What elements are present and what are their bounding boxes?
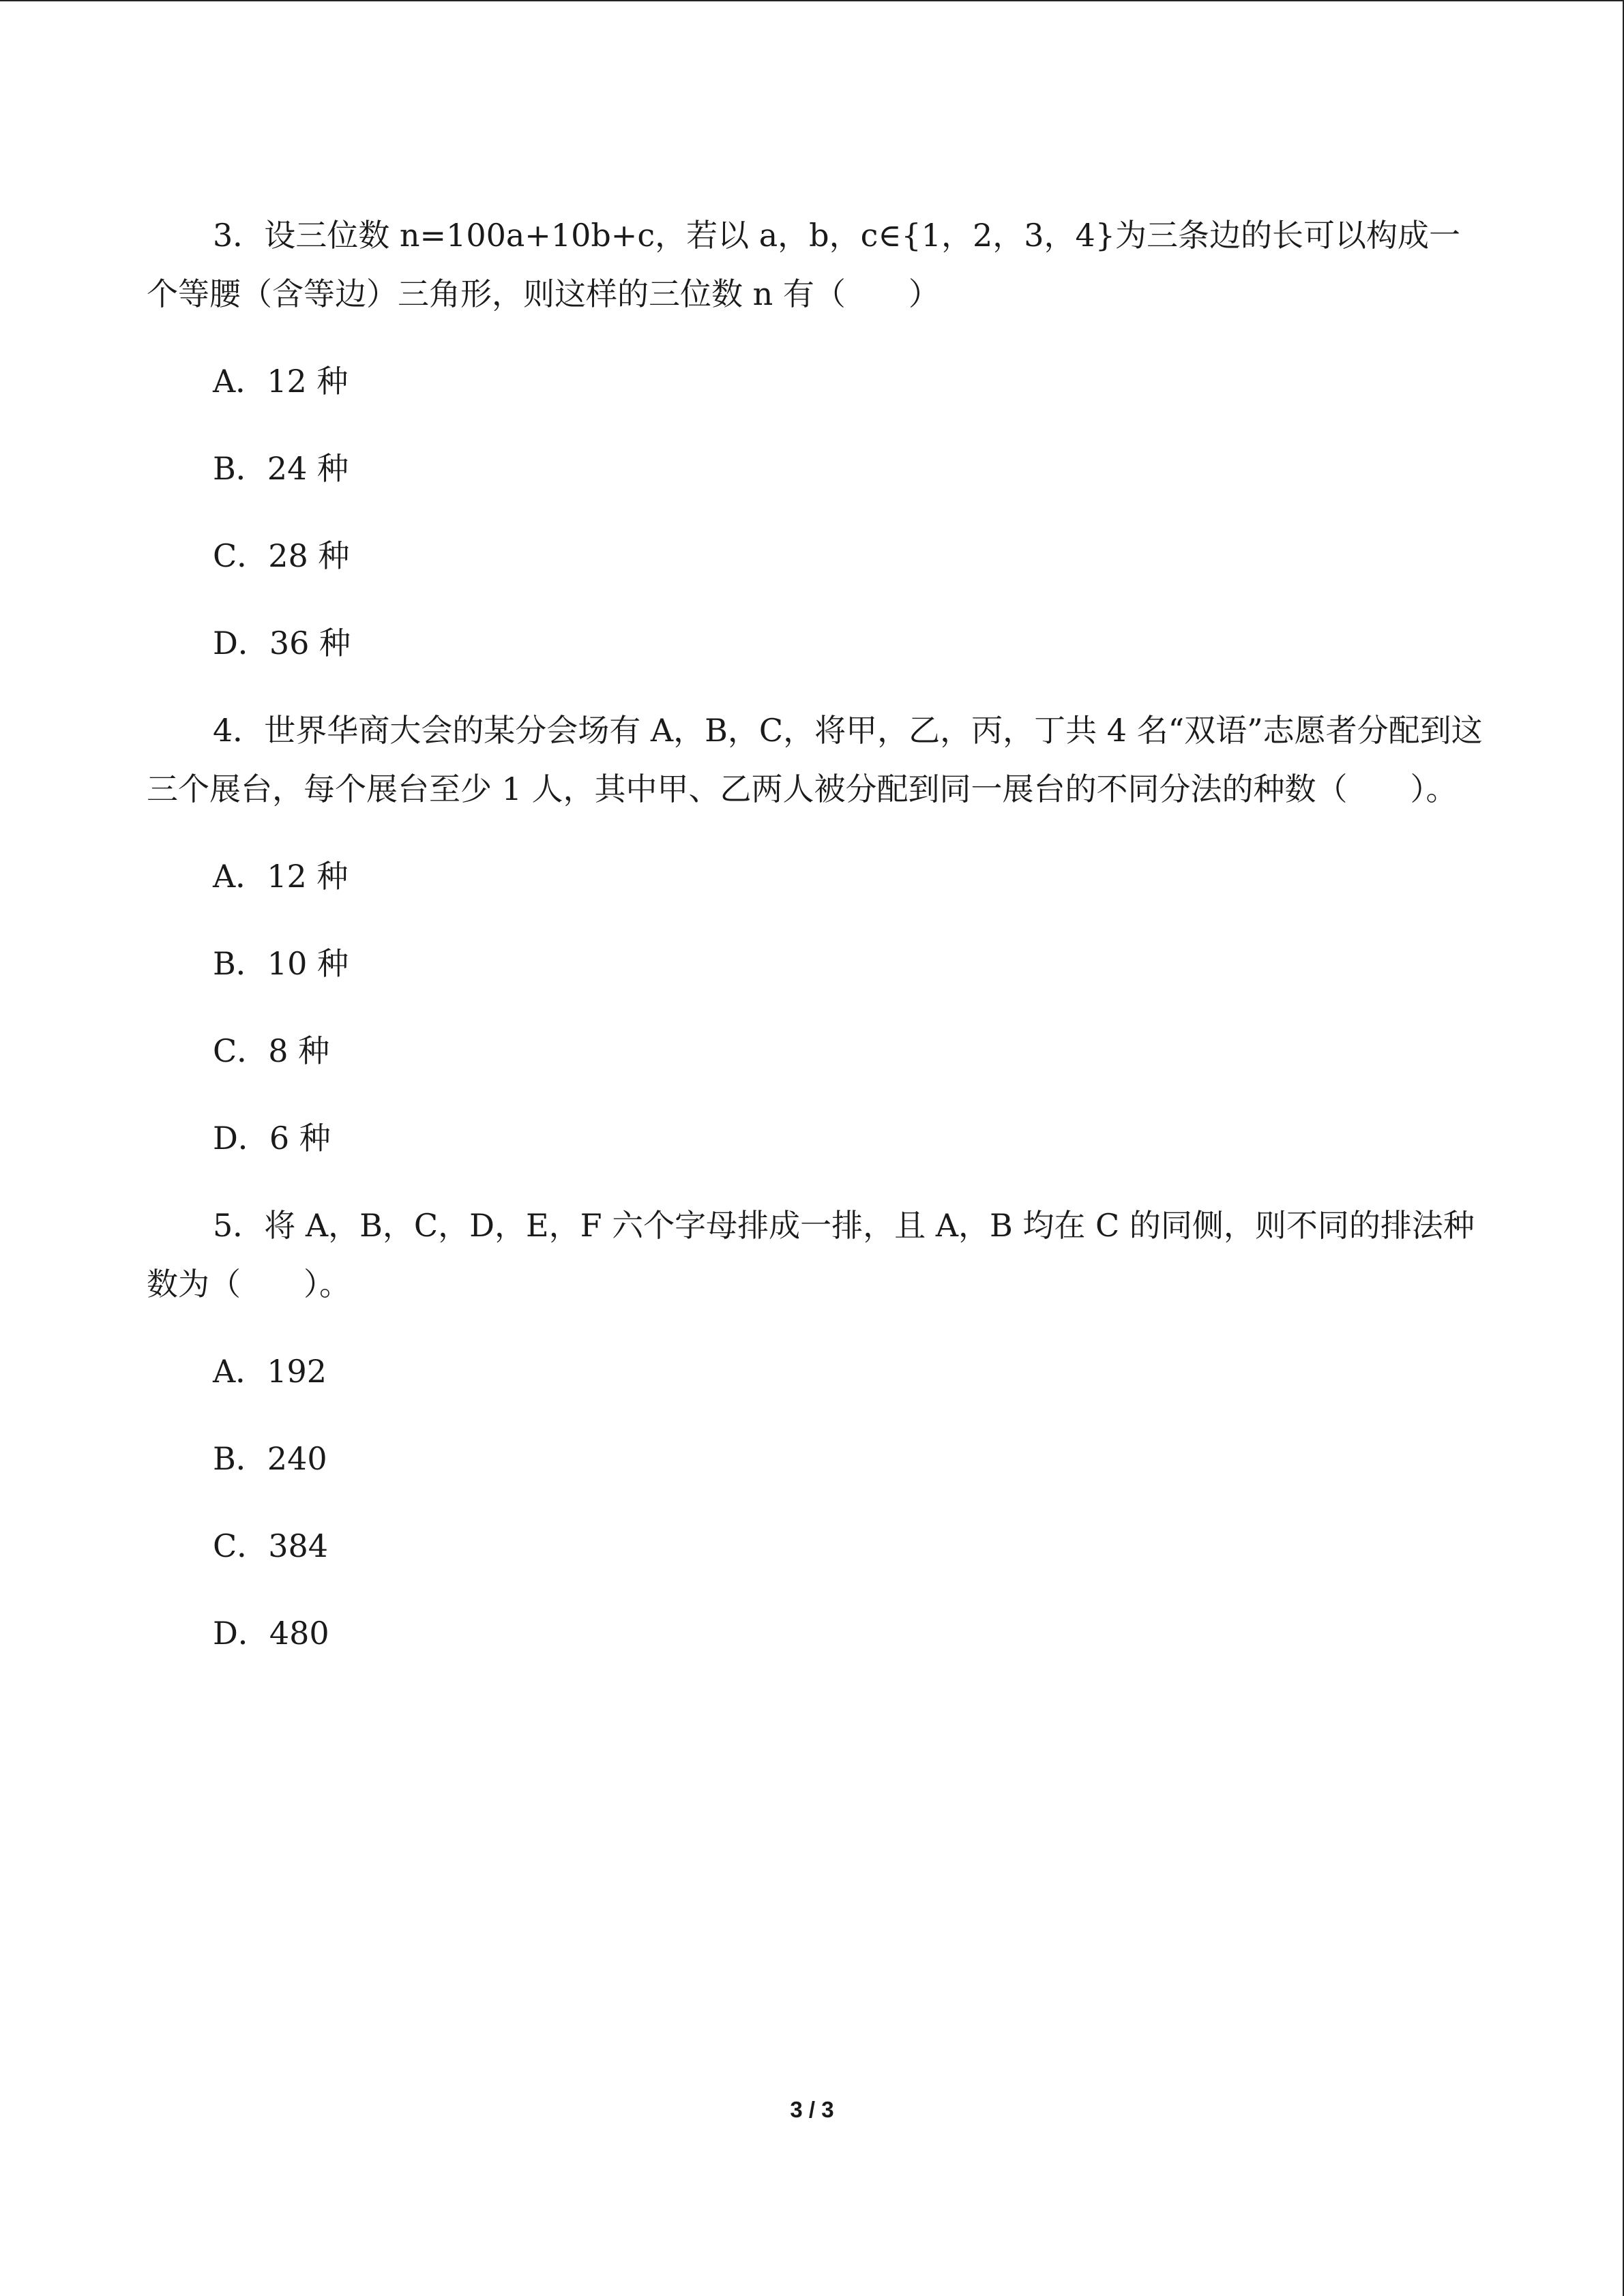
option-a: A．12 种: [213, 363, 349, 400]
question-stem: 5．将 A，B，C，D，E，F 六个字母排成一排，且 A，B 均在 C 的同侧，则不同的排法种数为（ ）。: [147, 1207, 1475, 1302]
question-5: [147, 1196, 1483, 1663]
page-number: 3 / 3: [790, 2097, 834, 2122]
option-b: B．10 种: [213, 945, 349, 982]
document-body: [147, 206, 1483, 1691]
option-c: C．384: [213, 1527, 328, 1564]
option-b: B．24 种: [213, 450, 349, 487]
option-d: D．6 种: [213, 1120, 331, 1157]
question-3: [147, 206, 1483, 672]
option-d: D．36 种: [213, 625, 351, 661]
option-c: C．28 种: [213, 537, 350, 574]
option-c: C．8 种: [213, 1032, 330, 1069]
option-a: A．192: [213, 1353, 327, 1390]
question-4: [147, 701, 1483, 1167]
question-stem: 4．世界华商大会的某分会场有 A，B，C，将甲，乙，丙，丁共 4 名“双语”志愿者分配到这三个展台，每个展台至少 1 人，其中甲、乙两人被分配到同一展台的不同分法的种数（ ）。: [147, 712, 1483, 807]
question-stem: 3．设三位数 n=100a+10b+c，若以 a，b，c∈{1，2，3，4}为三条边的长可以构成一个等腰（含等边）三角形，则这样的三位数 n 有（ ）: [147, 217, 1461, 312]
option-b: B．240: [213, 1440, 327, 1477]
option-d: D．480: [213, 1615, 329, 1652]
option-a: A．12 种: [213, 858, 349, 895]
